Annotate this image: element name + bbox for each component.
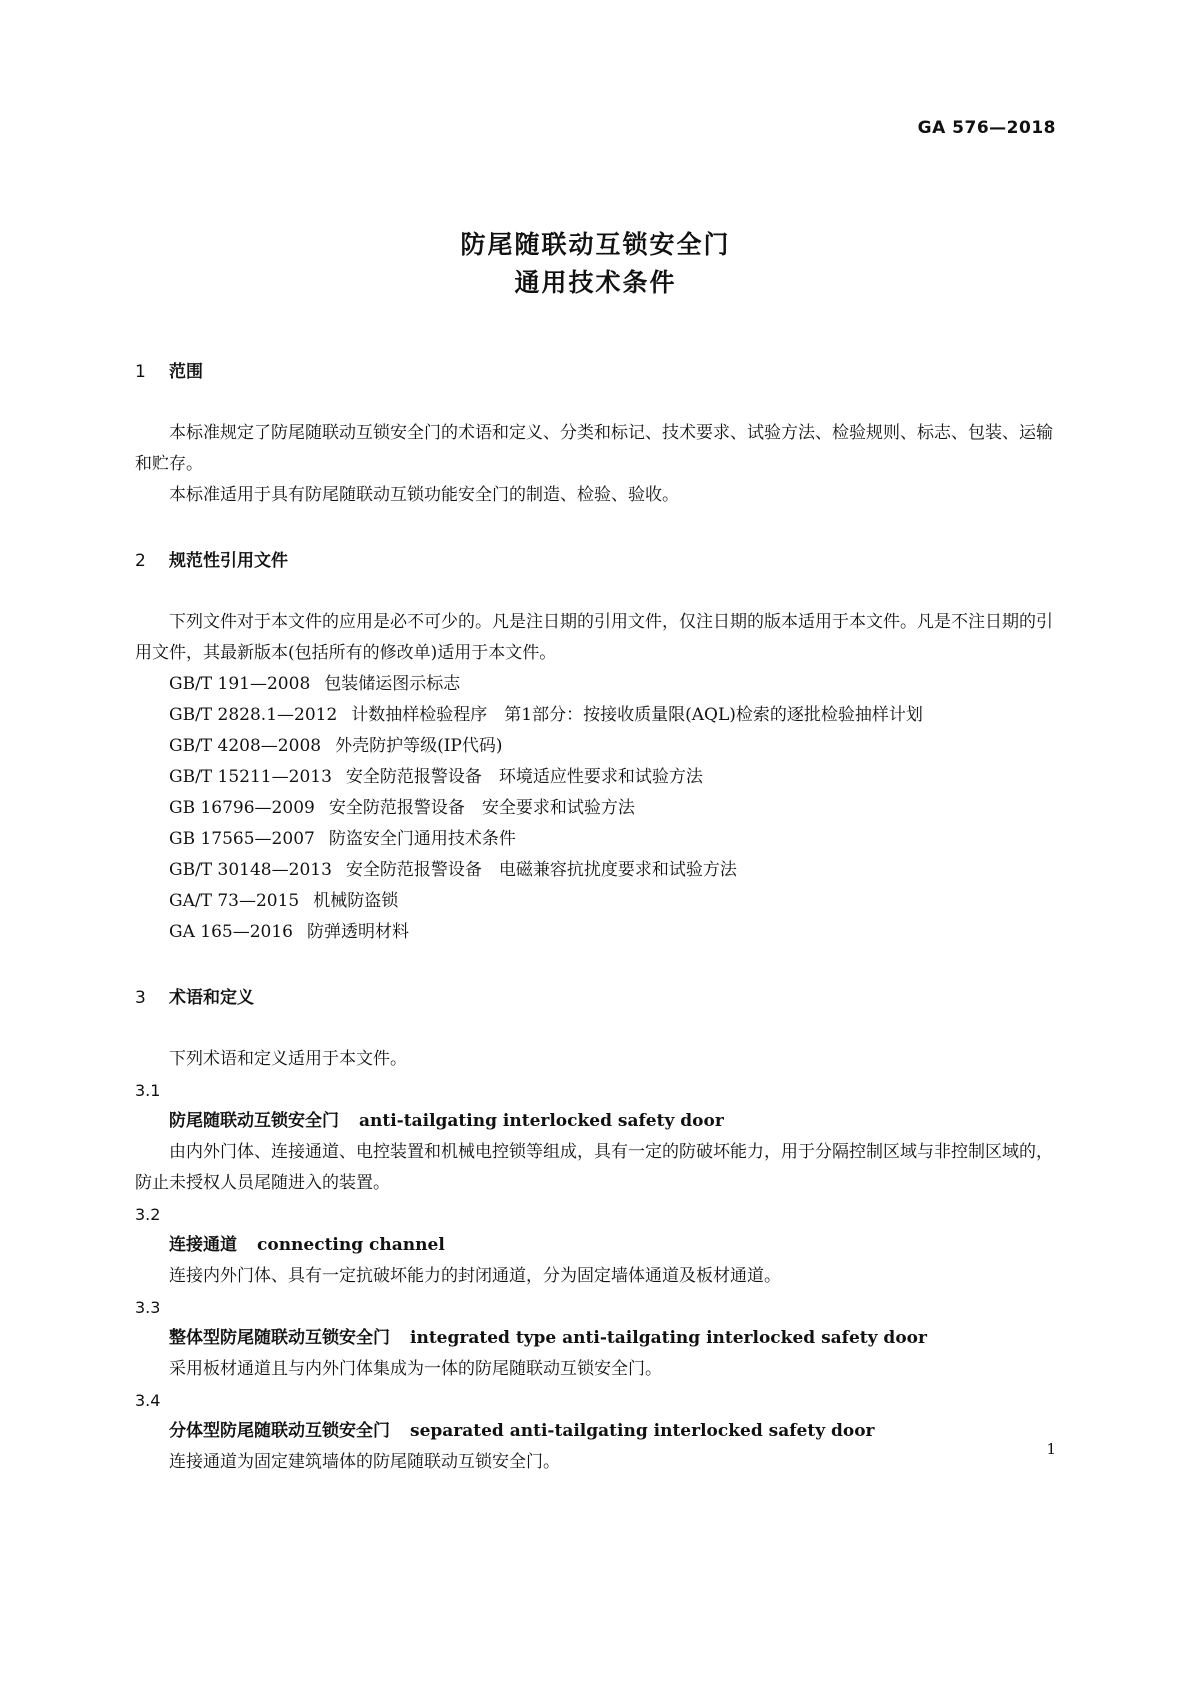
document-number: GA 576—2018	[917, 118, 1056, 138]
reference-title: 防盗安全门通用技术条件	[328, 829, 516, 849]
reference-title: 防弹透明材料	[306, 922, 409, 942]
term-entry	[135, 1385, 1053, 1478]
reference-title: 安全防范报警设备 安全要求和试验方法	[328, 798, 635, 818]
reference-code: GA/T 73—2015	[169, 891, 300, 911]
document-title-line2: 通用技术条件	[514, 268, 677, 297]
term-entry	[135, 1075, 1053, 1199]
term-title	[135, 1106, 1053, 1137]
reference-title: 机械防盗锁	[313, 891, 399, 911]
scope-paragraph-1: 本标准规定了防尾随联动互锁安全门的术语和定义、分类和标记、技术要求、试验方法、检验规则、标志、包装、运输和贮存。	[135, 423, 1053, 474]
section-heading-terms	[135, 986, 1053, 1010]
reference-item	[135, 855, 1053, 886]
reference-code: GB 17565—2007	[169, 829, 315, 849]
reference-item	[135, 824, 1053, 855]
section-title: 范围	[169, 362, 203, 382]
term-number: 3.2	[135, 1205, 161, 1224]
term-entry	[135, 1292, 1053, 1385]
page-number: 1	[1046, 1440, 1056, 1458]
reference-item	[135, 762, 1053, 793]
term-title	[135, 1416, 1053, 1447]
term-title-en: connecting channel	[257, 1235, 445, 1255]
reference-code: GA 165—2016	[169, 922, 293, 942]
reference-item	[135, 669, 1053, 700]
reference-item	[135, 731, 1053, 762]
terms-intro: 下列术语和定义适用于本文件。	[169, 1049, 407, 1069]
term-title-en: integrated type anti-tailgating interlocked safety door	[410, 1328, 927, 1348]
term-definition: 采用板材通道且与内外门体集成为一体的防尾随联动互锁安全门。	[169, 1359, 662, 1379]
term-title-zh: 整体型防尾随联动互锁安全门	[169, 1328, 390, 1348]
term-title	[135, 1230, 1053, 1261]
term-definition: 连接内外门体、具有一定抗破坏能力的封闭通道，分为固定墙体通道及板材通道。	[169, 1266, 781, 1286]
scope-paragraph-2: 本标准适用于具有防尾随联动互锁功能安全门的制造、检验、验收。	[169, 485, 679, 505]
term-entry	[135, 1199, 1053, 1292]
section-title: 规范性引用文件	[169, 551, 288, 571]
reference-title: 安全防范报警设备 电磁兼容抗扰度要求和试验方法	[345, 860, 737, 880]
term-definition: 连接通道为固定建筑墙体的防尾随联动互锁安全门。	[169, 1452, 560, 1472]
reference-item	[135, 793, 1053, 824]
normative-intro: 下列文件对于本文件的应用是必不可少的。凡是注日期的引用文件，仅注日期的版本适用于本文件。凡是不注日期的引用文件，其最新版本(包括所有的修改单)适用于本文件。	[135, 612, 1053, 663]
reference-code: GB/T 4208—2008	[169, 736, 322, 756]
term-definition: 由内外门体、连接通道、电控装置和机械电控锁等组成，具有一定的防破坏能力，用于分隔控制区域与非控制区域的，防止未授权人员尾随进入的装置。	[135, 1142, 1053, 1193]
term-title-zh: 防尾随联动互锁安全门	[169, 1111, 339, 1131]
term-title-en: separated anti-tailgating interlocked safety door	[410, 1421, 875, 1441]
reference-title: 计数抽样检验程序 第1部分：按接收质量限(AQL)检索的逐批检验抽样计划	[351, 705, 923, 725]
section-heading-normative-references	[135, 549, 1053, 573]
reference-item	[135, 700, 1053, 731]
term-title-zh: 连接通道	[169, 1235, 237, 1255]
term-number: 3.4	[135, 1391, 161, 1410]
reference-title: 包装储运图示标志	[324, 674, 461, 694]
reference-item	[135, 886, 1053, 917]
section-heading-scope	[135, 360, 1053, 384]
reference-item	[135, 917, 1053, 948]
reference-code: GB/T 15211—2013	[169, 767, 332, 787]
section-number: 1	[135, 362, 146, 382]
reference-code: GB 16796—2009	[169, 798, 315, 818]
term-title-en: anti-tailgating interlocked safety door	[359, 1111, 724, 1131]
reference-code: GB/T 191—2008	[169, 674, 311, 694]
reference-code: GB/T 2828.1—2012	[169, 705, 338, 725]
term-title-zh: 分体型防尾随联动互锁安全门	[169, 1421, 390, 1441]
reference-title: 安全防范报警设备 环境适应性要求和试验方法	[345, 767, 703, 787]
term-title	[135, 1323, 1053, 1354]
section-number: 2	[135, 551, 146, 571]
reference-title: 外壳防护等级(IP代码)	[335, 736, 503, 756]
term-number: 3.3	[135, 1298, 161, 1317]
document-title-line1: 防尾随联动互锁安全门	[460, 230, 731, 259]
reference-code: GB/T 30148—2013	[169, 860, 332, 880]
section-title: 术语和定义	[169, 988, 254, 1008]
section-number: 3	[135, 988, 146, 1008]
term-number: 3.1	[135, 1081, 161, 1100]
title-block	[0, 226, 1191, 302]
document-body	[135, 360, 1053, 1478]
